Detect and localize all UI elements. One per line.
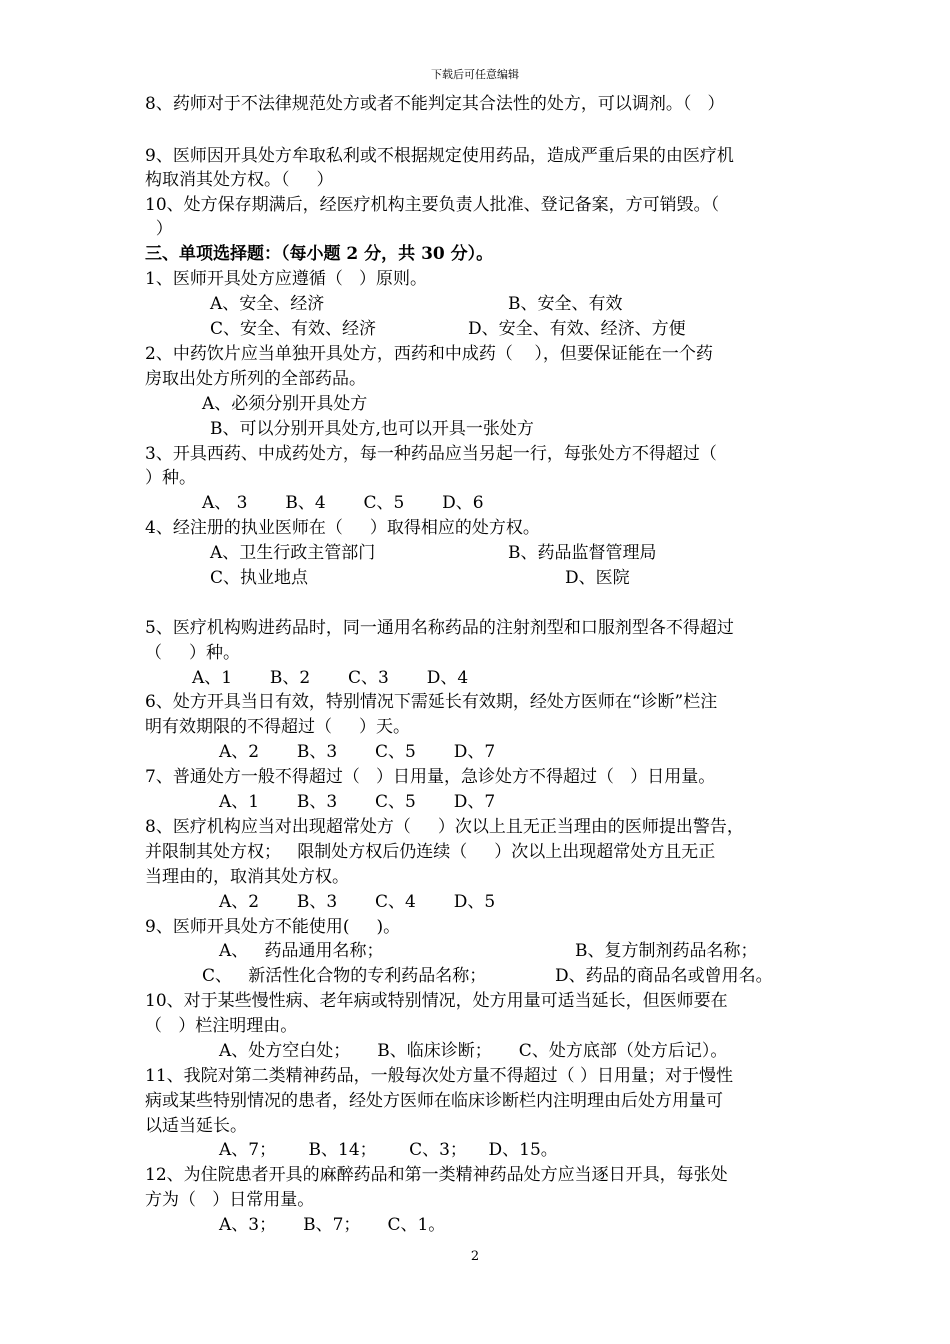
text-line: D、安全、有效、经济、方便 (468, 319, 686, 339)
text-line: A、3； B、7； C、1。 (219, 1215, 446, 1235)
text-line: 并限制其处方权； 限制处方权后仍连续（ ）次以上出现超常处方且无正 (145, 842, 716, 862)
text-line: A、 药品通用名称； (219, 941, 384, 961)
text-line: A、必须分别开具处方 (202, 394, 368, 414)
text-line: 7、普通处方一般不得超过（ ）日用量，急诊处方不得超过（ ）日用量。 (145, 767, 716, 787)
text-line: 8、药师对于不法律规范处方或者不能判定其合法性的处方，可以调剂。（ ） (145, 94, 725, 114)
text-line: 构取消其处方权。（ ） (145, 170, 334, 190)
text-line: 当理由的，取消其处方权。 (145, 867, 349, 887)
text-line: 12、为住院患者开具的麻醉药品和第一类精神药品处方应当逐日开具，每张处 (145, 1165, 728, 1185)
text-line: ） (145, 219, 173, 239)
text-line: （ ）栏注明理由。 (145, 1016, 298, 1036)
text-line: B、复方制剂药品名称； (575, 941, 758, 961)
text-line: C、 新活性化合物的专利药品名称； (202, 966, 487, 986)
text-line: 11、我院对第二类精神药品，一般每次处方量不得超过（ ）日用量；对于慢性 (145, 1066, 734, 1086)
text-line: D、药品的商品名或曾用名。 (555, 966, 773, 986)
text-line: 房取出处方所列的全部药品。 (145, 369, 366, 389)
text-line: C、安全、有效、经济 (210, 319, 377, 339)
text-line: 10、对于某些慢性病、老年病或特别情况，处方用量可适当延长，但医师要在 (145, 991, 728, 1011)
text-line: 3、开具西药、中成药处方，每一种药品应当另起一行，每张处方不得超过（ (145, 444, 717, 464)
page-header: 下载后可任意编辑 (431, 68, 519, 81)
text-line: A、 3 B、4 C、5 D、6 (202, 493, 484, 513)
text-line: 9、医师因开具处方牟取私利或不根据规定使用药品，造成严重后果的由医疗机 (145, 146, 734, 166)
text-line: （ ）种。 (145, 643, 241, 663)
text-line: 5、医疗机构购进药品时，同一通用名称药品的注射剂型和口服剂型各不得超过 (145, 618, 734, 638)
text-line: D、医院 (565, 568, 630, 588)
text-line: 6、处方开具当日有效，特别情况下需延长有效期，经处方医师在“诊断”栏注 (145, 692, 718, 712)
text-line: 1、医师开具处方应遵循（ ）原则。 (145, 269, 428, 289)
text-line: B、药品监督管理局 (508, 543, 657, 563)
text-line: A、2 B、3 C、4 D、5 (219, 892, 496, 912)
text-line: 方为（ ）日常用量。 (145, 1190, 315, 1210)
text-line: 明有效期限的不得超过（ ）天。 (145, 717, 411, 737)
text-line: A、1 B、3 C、5 D、7 (219, 792, 496, 812)
text-line: 4、经注册的执业医师在（ ）取得相应的处方权。 (145, 518, 540, 538)
text-line: 2、中药饮片应当单独开具处方，西药和中成药（ ），但要保证能在一个药 (145, 344, 713, 364)
text-line: A、7； B、14； C、3； D、15。 (219, 1140, 558, 1160)
text-line: A、卫生行政主管部门 (210, 543, 376, 563)
text-line: A、2 B、3 C、5 D、7 (219, 742, 496, 762)
text-line: 9、医师开具处方不能使用( )。 (145, 917, 401, 937)
text-line: B、安全、有效 (508, 294, 623, 314)
text-line: 病或某些特别情况的患者，经处方医师在临床诊断栏内注明理由后处方用量可 (145, 1091, 723, 1111)
text-line: 8、医疗机构应当对出现超常处方（ ）次以上且无正当理由的医师提出警告， (145, 817, 744, 837)
text-line: A、安全、经济 (210, 294, 325, 314)
text-line: ）种。 (145, 468, 196, 488)
text-line: B、可以分别开具处方,也可以开具一张处方 (210, 419, 534, 439)
text-line: 10、处方保存期满后，经医疗机构主要负责人批准、登记备案，方可销毁。（ (145, 195, 720, 215)
page-number: 2 (470, 1249, 480, 1264)
text-line: C、执业地点 (210, 568, 309, 588)
text-line: A、1 B、2 C、3 D、4 (192, 668, 469, 688)
text-line: 三、单项选择题：（每小题 2 分，共 30 分）。 (145, 244, 494, 264)
text-line: 以适当延长。 (145, 1116, 247, 1136)
text-line: A、处方空白处； B、临床诊断； C、处方底部（处方后记）。 (219, 1041, 728, 1061)
